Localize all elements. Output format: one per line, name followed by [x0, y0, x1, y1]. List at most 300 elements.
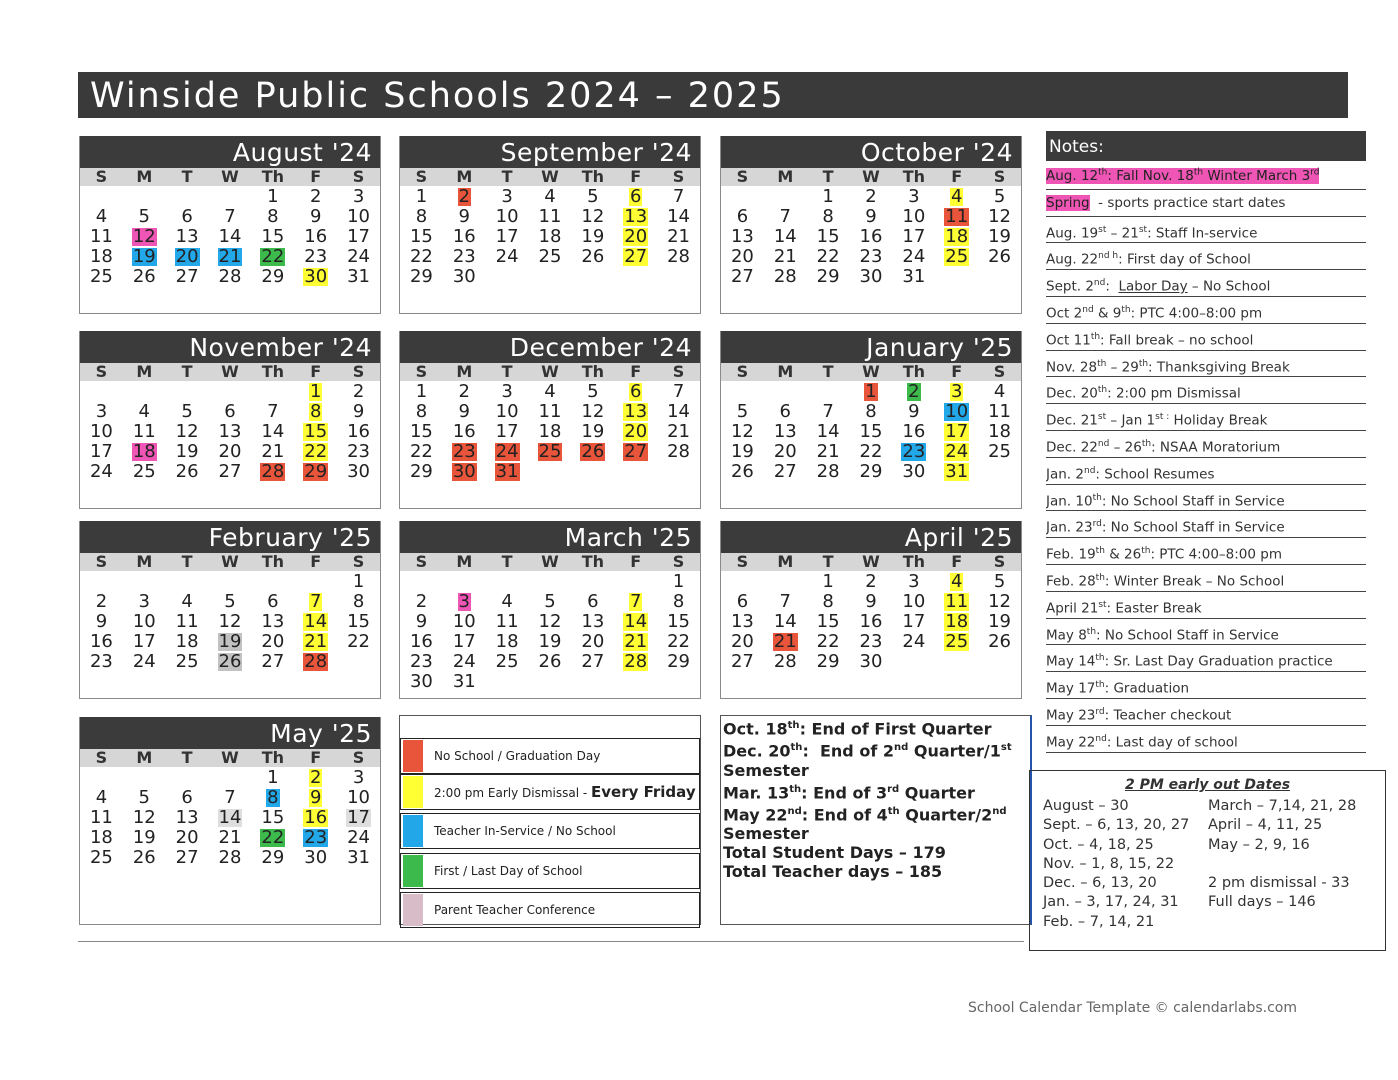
- day-cell: 24: [347, 827, 371, 848]
- month-title: April '25: [721, 521, 1021, 553]
- day-cell: 17: [495, 226, 519, 247]
- month-calendar: [399, 136, 701, 314]
- early-out-line: Dec. – 6, 13, 20: [1043, 875, 1157, 892]
- day-cell: 22: [816, 246, 840, 267]
- day-grid: [721, 572, 1021, 672]
- day-cell: 13: [175, 807, 199, 828]
- weekday-label: W: [862, 362, 880, 381]
- day-grid: [721, 382, 1021, 482]
- day-grid: [400, 572, 700, 692]
- day-cell: 17: [347, 226, 371, 247]
- early-out-line: [1208, 855, 1356, 874]
- day-cell: 29: [667, 651, 691, 672]
- day-cell: 31: [945, 461, 969, 482]
- month-title: August '24: [80, 136, 380, 168]
- weekday-label: Th: [261, 552, 284, 571]
- day-cell: 13: [581, 611, 605, 632]
- empty-day: [209, 768, 252, 788]
- weekday-label: Th: [261, 362, 284, 381]
- day-cell: 29: [304, 461, 328, 482]
- early-out-line: August – 30: [1043, 798, 1129, 814]
- early-out-line: March – 7,14, 21, 28: [1208, 798, 1357, 814]
- legend-swatch: [403, 855, 423, 887]
- quarter-line: May 22nd: End of 4th Quarter/2nd: [723, 805, 1007, 825]
- weekday-label: W: [221, 167, 239, 186]
- day-cell: 10: [495, 206, 519, 227]
- day-cell: 28: [667, 246, 691, 267]
- day-cell: 27: [175, 266, 199, 287]
- day-cell: 25: [495, 651, 519, 672]
- day-cell: 5: [138, 787, 150, 808]
- legend-swatch: [403, 776, 423, 808]
- day-cell: 19: [581, 226, 605, 247]
- day-cell: 12: [538, 611, 562, 632]
- weekday-header: [400, 553, 700, 571]
- day-cell: 4: [993, 381, 1006, 402]
- day-cell: 26: [581, 441, 605, 462]
- day-cell: 26: [988, 631, 1012, 652]
- legend-label: 2:00 pm Early Dismissal - Every Friday: [434, 783, 696, 801]
- note-item: Dec. 21st – Jan $1^{st :}$ Holiday Break: [1046, 404, 1366, 431]
- day-cell: 7: [224, 206, 236, 227]
- day-cell: 7: [672, 186, 685, 207]
- day-cell: 18: [988, 421, 1012, 442]
- day-cell: 14: [773, 611, 797, 632]
- weekday-header: [721, 168, 1021, 186]
- day-cell: 29: [261, 847, 285, 868]
- day-cell: 16: [902, 421, 926, 442]
- legend-label: No School / Graduation Day: [434, 749, 601, 763]
- empty-day: [764, 187, 807, 207]
- month-title: October '24: [721, 136, 1021, 168]
- day-cell: 20: [175, 246, 199, 267]
- day-cell: 6: [587, 591, 599, 612]
- month-title: December '24: [400, 331, 700, 363]
- month-calendar: [720, 331, 1022, 509]
- note-item: Aug. 12th: Fall Nov. 18th Winter March 3rd: [1046, 163, 1366, 190]
- weekday-header: [400, 168, 700, 186]
- day-grid: [80, 572, 380, 672]
- empty-day: [721, 187, 764, 207]
- day-cell: 26: [730, 461, 754, 482]
- day-cell: 17: [452, 631, 476, 652]
- day-cell: 21: [816, 441, 840, 462]
- day-cell: 20: [624, 421, 648, 442]
- empty-day: [443, 572, 486, 592]
- day-cell: 25: [945, 631, 969, 652]
- day-cell: 14: [261, 421, 285, 442]
- day-grid: [721, 187, 1021, 287]
- day-cell: 4: [95, 206, 108, 227]
- weekday-label: Th: [261, 167, 284, 186]
- legend-row: [400, 774, 700, 810]
- day-cell: 11: [89, 807, 113, 828]
- day-cell: 2: [352, 381, 365, 402]
- day-cell: 11: [495, 611, 519, 632]
- day-grid: [80, 382, 380, 482]
- day-cell: 25: [945, 246, 969, 267]
- day-cell: 28: [304, 651, 328, 672]
- empty-day: [721, 382, 764, 402]
- day-cell: 11: [538, 206, 562, 227]
- empty-day: [209, 572, 252, 592]
- day-cell: 21: [773, 246, 797, 267]
- day-cell: 14: [218, 807, 242, 828]
- weekday-header: [721, 553, 1021, 571]
- weekday-label: F: [951, 552, 963, 571]
- weekday-label: Th: [261, 748, 284, 767]
- weekday-label: W: [541, 167, 559, 186]
- day-cell: 10: [89, 421, 113, 442]
- day-cell: 12: [132, 807, 156, 828]
- month-calendar: [79, 717, 381, 925]
- day-cell: 22: [667, 631, 691, 652]
- legend-row: [400, 813, 700, 849]
- weekday-label: Th: [902, 552, 925, 571]
- day-cell: 12: [730, 421, 754, 442]
- day-cell: 5: [544, 591, 556, 612]
- weekday-label: Th: [902, 362, 925, 381]
- empty-day: [764, 382, 807, 402]
- note-item: Sept. 2nd: Labor Day – No School: [1046, 270, 1366, 297]
- day-cell: 28: [218, 847, 242, 868]
- quarter-line: Dec. 20th: End of 2nd Quarter/1st: [723, 741, 1012, 761]
- note-item: Spring - sports practice start dates: [1046, 190, 1366, 217]
- day-cell: 31: [347, 847, 371, 868]
- day-cell: 15: [409, 226, 433, 247]
- quarter-line: Total Student Days – 179: [723, 843, 946, 863]
- day-cell: 23: [347, 441, 371, 462]
- weekday-label: W: [221, 552, 239, 571]
- day-cell: 4: [950, 186, 963, 207]
- note-item: May 22nd: Last day of school: [1046, 726, 1366, 753]
- early-out-line: Feb. – 7, 14, 21: [1043, 913, 1155, 930]
- day-cell: 27: [581, 651, 605, 672]
- day-cell: 9: [309, 787, 322, 808]
- empty-day: [251, 572, 294, 592]
- empty-day: [80, 768, 123, 788]
- notes-title: Notes:: [1046, 131, 1366, 161]
- day-cell: 3: [908, 186, 920, 207]
- day-cell: 7: [672, 381, 685, 402]
- early-out-line: Jan. – 3, 17, 24, 31: [1043, 894, 1179, 911]
- month-title: May '25: [80, 717, 380, 749]
- day-cell: 4: [950, 571, 963, 592]
- day-cell: 1: [822, 571, 834, 592]
- day-cell: 16: [452, 226, 476, 247]
- early-out-line: April – 4, 11, 25: [1208, 817, 1323, 834]
- early-out-line: Full days – 146: [1208, 894, 1316, 911]
- empty-day: [166, 572, 209, 592]
- weekday-label: Th: [581, 552, 604, 571]
- day-cell: 28: [667, 441, 691, 462]
- day-cell: 9: [865, 591, 877, 612]
- day-cell: 11: [945, 591, 969, 612]
- day-cell: 20: [261, 631, 285, 652]
- day-cell: 1: [415, 186, 428, 207]
- day-cell: 19: [988, 226, 1012, 247]
- empty-day: [294, 572, 337, 592]
- day-cell: 31: [347, 266, 371, 287]
- weekday-label: M: [777, 167, 794, 186]
- weekday-label: M: [136, 552, 153, 571]
- day-cell: 5: [224, 591, 236, 612]
- weekday-label: S: [736, 362, 749, 381]
- day-cell: 26: [581, 246, 605, 267]
- day-cell: 1: [309, 381, 322, 402]
- day-cell: 13: [730, 226, 754, 247]
- day-cell: 30: [859, 651, 883, 672]
- day-cell: 29: [409, 461, 433, 482]
- day-cell: 19: [538, 631, 562, 652]
- day-cell: 30: [859, 266, 883, 287]
- day-cell: 17: [495, 421, 519, 442]
- day-cell: 26: [218, 651, 242, 672]
- day-cell: 16: [452, 421, 476, 442]
- day-cell: 23: [304, 827, 328, 848]
- day-cell: 25: [89, 847, 113, 868]
- day-cell: 7: [629, 591, 642, 612]
- day-cell: 18: [538, 226, 562, 247]
- day-cell: 14: [304, 611, 328, 632]
- early-out-line: 2 pm dismissal - 33: [1208, 875, 1350, 892]
- day-cell: 12: [132, 226, 156, 247]
- day-cell: 15: [816, 226, 840, 247]
- weekday-label: T: [822, 362, 834, 381]
- quarter-line: Oct. 18th: End of First Quarter: [723, 719, 992, 739]
- day-cell: 18: [175, 631, 199, 652]
- empty-day: [209, 187, 252, 207]
- footer-credit: School Calendar Template © calendarlabs.com: [968, 1000, 1297, 1016]
- day-cell: 26: [175, 461, 199, 482]
- day-cell: 19: [175, 441, 199, 462]
- weekday-label: F: [310, 748, 322, 767]
- day-cell: 19: [132, 246, 156, 267]
- note-item: Oct 11th: Fall break – no school: [1046, 324, 1366, 351]
- day-cell: 11: [132, 421, 156, 442]
- day-cell: 26: [538, 651, 562, 672]
- day-cell: 3: [95, 401, 108, 422]
- day-cell: 29: [409, 266, 433, 287]
- weekday-label: M: [456, 167, 473, 186]
- empty-day: [529, 572, 572, 592]
- day-cell: 2: [95, 591, 108, 612]
- day-cell: 9: [865, 206, 877, 227]
- day-cell: 3: [908, 571, 920, 592]
- legend-label: Teacher In-Service / No School: [434, 824, 616, 838]
- day-cell: 26: [988, 246, 1012, 267]
- weekday-label: S: [672, 552, 685, 571]
- day-cell: 20: [218, 441, 242, 462]
- empty-day: [251, 382, 294, 402]
- day-cell: 8: [415, 206, 428, 227]
- empty-day: [123, 768, 166, 788]
- day-cell: 10: [495, 401, 519, 422]
- day-cell: 5: [587, 186, 599, 207]
- weekday-label: W: [541, 552, 559, 571]
- day-cell: 20: [730, 246, 754, 267]
- empty-day: [80, 572, 123, 592]
- day-cell: 27: [624, 441, 648, 462]
- weekday-label: W: [221, 362, 239, 381]
- day-cell: 6: [629, 186, 642, 207]
- weekday-label: T: [501, 167, 513, 186]
- note-item: Aug. 19st – 21st: Staff In-service: [1046, 217, 1366, 244]
- day-cell: 25: [175, 651, 199, 672]
- weekday-label: F: [630, 552, 642, 571]
- day-cell: 28: [816, 461, 840, 482]
- day-cell: 12: [581, 206, 605, 227]
- day-cell: 8: [822, 591, 834, 612]
- day-cell: 15: [859, 421, 883, 442]
- day-cell: 20: [581, 631, 605, 652]
- note-item: Feb. 19th & 26th: PTC 4:00–8:00 pm: [1046, 538, 1366, 565]
- day-cell: 23: [452, 441, 476, 462]
- weekday-label: T: [181, 362, 193, 381]
- day-cell: 11: [175, 611, 199, 632]
- early-out-line: Oct. – 4, 18, 25: [1043, 836, 1154, 853]
- day-cell: 10: [132, 611, 156, 632]
- day-cell: 4: [544, 381, 556, 402]
- day-cell: 28: [773, 266, 797, 287]
- day-cell: 4: [181, 591, 193, 612]
- day-cell: 6: [181, 787, 193, 808]
- day-cell: 22: [261, 827, 285, 848]
- weekday-label: S: [736, 552, 749, 571]
- day-cell: 16: [304, 807, 328, 828]
- day-cell: 17: [902, 226, 926, 247]
- day-cell: 30: [347, 461, 371, 482]
- day-cell: 25: [89, 266, 113, 287]
- day-cell: 16: [347, 421, 371, 442]
- empty-day: [123, 382, 166, 402]
- weekday-label: S: [993, 167, 1006, 186]
- month-calendar: [79, 331, 381, 509]
- weekday-header: [80, 553, 380, 571]
- day-cell: 17: [902, 611, 926, 632]
- day-cell: 5: [181, 401, 193, 422]
- day-cell: 10: [347, 787, 371, 808]
- month-title: September '24: [400, 136, 700, 168]
- bottom-divider: [78, 941, 1024, 942]
- day-cell: 12: [988, 591, 1012, 612]
- weekday-label: S: [415, 167, 428, 186]
- day-cell: 24: [89, 461, 113, 482]
- day-cell: 25: [538, 441, 562, 462]
- weekday-label: M: [456, 362, 473, 381]
- day-cell: 15: [261, 807, 285, 828]
- day-cell: 27: [175, 847, 199, 868]
- month-title: February '25: [80, 521, 380, 553]
- day-cell: 1: [267, 186, 279, 207]
- note-item: Aug. $22^{nd h}$: First day of School: [1046, 243, 1366, 270]
- day-cell: 9: [309, 206, 322, 227]
- note-item: April 21st: Easter Break: [1046, 592, 1366, 619]
- weekday-header: [721, 363, 1021, 381]
- weekday-label: S: [95, 552, 108, 571]
- day-cell: 24: [347, 246, 371, 267]
- quarter-summary: [720, 715, 1032, 925]
- day-cell: 11: [89, 226, 113, 247]
- day-cell: 20: [773, 441, 797, 462]
- day-cell: 3: [458, 591, 470, 612]
- day-cell: 18: [945, 611, 969, 632]
- early-out-line: Sept. – 6, 13, 20, 27: [1043, 817, 1190, 834]
- empty-day: [571, 572, 614, 592]
- weekday-label: S: [993, 552, 1006, 571]
- legend-swatch: [403, 815, 423, 847]
- empty-day: [400, 572, 443, 592]
- day-cell: 13: [624, 401, 648, 422]
- day-cell: 6: [224, 401, 236, 422]
- weekday-label: S: [672, 167, 685, 186]
- day-cell: 10: [945, 401, 969, 422]
- weekday-label: M: [456, 552, 473, 571]
- day-cell: 12: [175, 421, 199, 442]
- day-cell: 31: [902, 266, 926, 287]
- weekday-label: T: [181, 552, 193, 571]
- day-cell: 4: [95, 787, 108, 808]
- day-cell: 26: [132, 266, 156, 287]
- weekday-label: S: [95, 748, 108, 767]
- early-out-box: [1029, 770, 1386, 951]
- day-cell: 24: [945, 441, 969, 462]
- day-cell: 21: [304, 631, 328, 652]
- day-cell: 22: [409, 441, 433, 462]
- day-cell: 16: [89, 631, 113, 652]
- day-cell: 8: [352, 591, 365, 612]
- day-cell: 3: [501, 381, 513, 402]
- day-cell: 13: [218, 421, 242, 442]
- quarter-line: Semester: [723, 824, 809, 844]
- day-cell: 19: [988, 611, 1012, 632]
- day-cell: 28: [261, 461, 285, 482]
- day-cell: 1: [415, 381, 428, 402]
- weekday-label: S: [352, 552, 365, 571]
- note-item: Oct 2nd & 9th: PTC 4:00–8:00 pm: [1046, 297, 1366, 324]
- note-item: Dec. 22nd – 26th: NSAA Moratorium: [1046, 431, 1366, 458]
- day-cell: 15: [816, 611, 840, 632]
- legend-label: First / Last Day of School: [434, 864, 583, 878]
- day-cell: 28: [624, 651, 648, 672]
- empty-day: [80, 187, 123, 207]
- day-cell: 2: [415, 591, 428, 612]
- month-calendar: [720, 521, 1022, 699]
- day-cell: 25: [132, 461, 156, 482]
- day-cell: 14: [624, 611, 648, 632]
- weekday-label: S: [672, 362, 685, 381]
- day-cell: 5: [993, 186, 1006, 207]
- weekday-label: M: [777, 552, 794, 571]
- day-cell: 30: [304, 266, 328, 287]
- weekday-label: F: [310, 552, 322, 571]
- day-cell: 15: [261, 226, 285, 247]
- weekday-label: Th: [581, 167, 604, 186]
- empty-day: [486, 572, 529, 592]
- day-cell: 29: [816, 266, 840, 287]
- weekday-label: F: [630, 167, 642, 186]
- day-cell: 13: [261, 611, 285, 632]
- note-item: May 8th: No School Staff in Service: [1046, 619, 1366, 646]
- day-cell: 24: [902, 631, 926, 652]
- weekday-label: W: [862, 552, 880, 571]
- day-cell: 18: [945, 226, 969, 247]
- day-cell: 17: [945, 421, 969, 442]
- note-item: Dec. 20th: 2:00 pm Dismissal: [1046, 377, 1366, 404]
- empty-day: [614, 572, 657, 592]
- day-cell: 9: [458, 401, 470, 422]
- quarter-line: Total Teacher days – 185: [723, 862, 943, 882]
